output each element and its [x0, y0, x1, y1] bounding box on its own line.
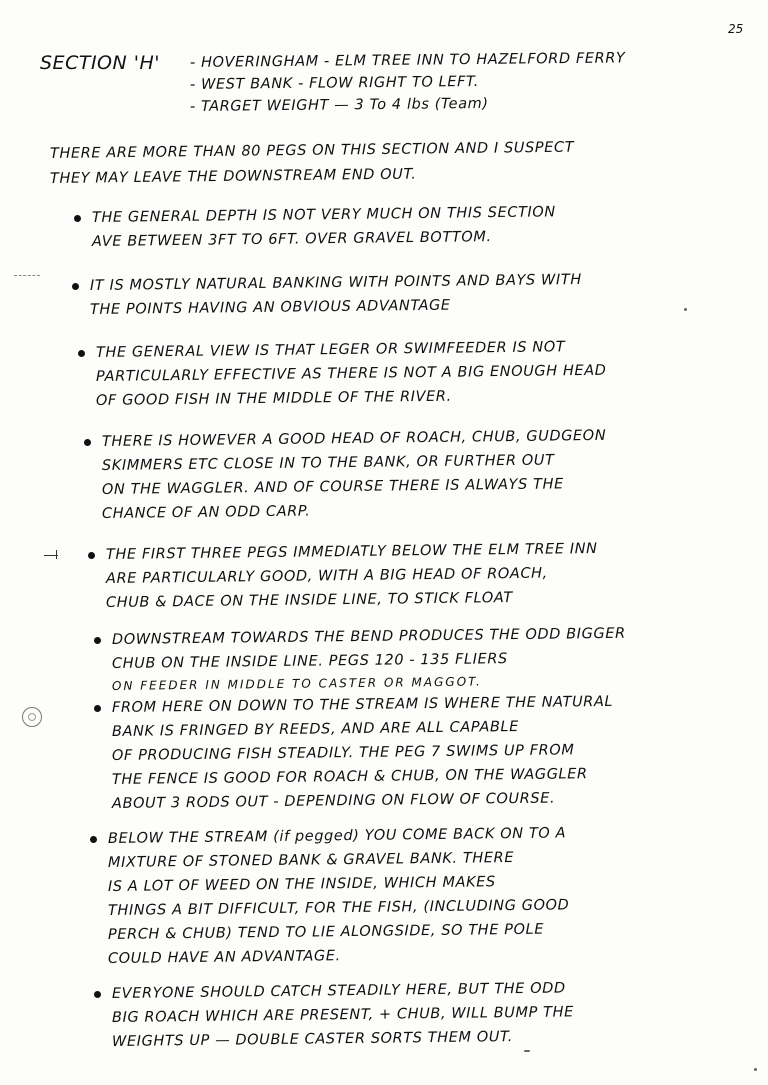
- bullet-dot-icon: [74, 215, 81, 222]
- note-line: SKIMMERS ETC CLOSE IN TO THE BANK, OR FURTHER OUT: [101, 452, 555, 474]
- note-line: FROM HERE ON DOWN TO THE STREAM IS WHERE THE NATURAL: [111, 693, 614, 716]
- header-line-bank: - WEST BANK - FLOW RIGHT TO LEFT.: [189, 73, 480, 93]
- note-line: THERE IS HOWEVER A GOOD HEAD OF ROACH, CHUB, GUDGEON: [101, 427, 607, 450]
- intro-line: THERE ARE MORE THAN 80 PEGS ON THIS SECTION AND I SUSPECT: [49, 139, 575, 162]
- note-line: WEIGHTS UP — DOUBLE CASTER SORTS THEM OUT.: [111, 1029, 514, 1050]
- note-line: THE GENERAL DEPTH IS NOT VERY MUCH ON THIS SECTION: [91, 204, 556, 226]
- scan-speck: [684, 308, 687, 311]
- note-downstream-bend: [111, 625, 768, 696]
- intro-paragraph: [49, 139, 750, 192]
- note-depth: [92, 206, 768, 254]
- section-details: [190, 52, 755, 118]
- intro-line: THEY MAY LEAVE THE DOWNSTREAM END OUT.: [49, 166, 417, 187]
- scan-edge-mark: [14, 275, 40, 277]
- note-line: CHANCE OF AN ODD CARP.: [101, 503, 311, 522]
- note-leger-view: [96, 341, 768, 413]
- bullet-dot-icon: [94, 705, 101, 712]
- note-line: THINGS A BIT DIFFICULT, FOR THE FISH, (INCLUDING GOOD: [107, 897, 570, 919]
- note-line: IT IS MOSTLY NATURAL BANKING WITH POINTS AND BAYS WITH: [89, 271, 582, 294]
- note-below-stream: [108, 827, 768, 971]
- note-line: EVERYONE SHOULD CATCH STEADILY HERE, BUT THE ODD: [111, 980, 566, 1002]
- note-line: BIG ROACH WHICH ARE PRESENT, + CHUB, WILL BUMP THE: [111, 1004, 574, 1026]
- note-line: BELOW THE STREAM (if pegged) YOU COME BACK ON TO A: [107, 825, 567, 847]
- note-line: PERCH & CHUB) TEND TO LIE ALONGSIDE, SO THE POLE: [107, 921, 545, 943]
- section-label: SECTION 'H': [40, 52, 160, 74]
- punch-hole-mark: [22, 707, 42, 727]
- bullet-dot-icon: [72, 283, 79, 290]
- note-reeds-stream: [111, 693, 768, 816]
- note-line: THE FENCE IS GOOD FOR ROACH & CHUB, ON THE WAGGLER: [111, 766, 588, 788]
- note-everyone-catch: [112, 982, 768, 1054]
- note-line: THE POINTS HAVING AN OBVIOUS ADVANTAGE: [89, 297, 451, 318]
- margin-tick-mark: [56, 550, 57, 559]
- scan-speck: [524, 1050, 530, 1052]
- note-line: AVE BETWEEN 3FT TO 6FT. OVER GRAVEL BOTTOM.: [91, 229, 492, 250]
- scan-speck: [754, 1068, 757, 1071]
- bullet-dot-icon: [90, 836, 97, 843]
- bullet-dot-icon: [94, 991, 101, 998]
- note-line: MIXTURE OF STONED BANK & GRAVEL BANK. THERE: [107, 850, 515, 871]
- note-line-small: ON FEEDER IN MIDDLE TO CASTER OR MAGGOT.: [111, 674, 482, 693]
- note-line: THE FIRST THREE PEGS IMMEDIATLY BELOW THE ELM TREE INN: [105, 540, 598, 563]
- note-line: BANK IS FRINGED BY REEDS, AND ARE ALL CAPABLE: [111, 719, 520, 740]
- note-line: CHUB & DACE ON THE INSIDE LINE, TO STICK FLOAT: [105, 590, 513, 611]
- note-line: ARE PARTICULARLY GOOD, WITH A BIG HEAD OF ROACH,: [105, 565, 548, 587]
- note-line: OF PRODUCING FISH STEADILY. THE PEG 7 SWIMS UP FROM: [111, 742, 575, 764]
- header-line-target-weight: - TARGET WEIGHT — 3 To 4 lbs (Team): [189, 95, 489, 115]
- bullet-dot-icon: [78, 350, 85, 357]
- note-line: CHUB ON THE INSIDE LINE. PEGS 120 - 135 FLIERS: [111, 651, 508, 672]
- note-line: PARTICULARLY EFFECTIVE AS THERE IS NOT A BIG ENOUGH HEAD: [95, 362, 607, 385]
- header-line-location: - HOVERINGHAM - ELM TREE INN TO HAZELFORD FERRY: [189, 50, 626, 71]
- note-line: THE GENERAL VIEW IS THAT LEGER OR SWIMFEEDER IS NOT: [95, 339, 566, 361]
- note-line: COULD HAVE AN ADVANTAGE.: [107, 948, 341, 967]
- page-number: 25: [728, 22, 744, 36]
- bullet-dot-icon: [94, 637, 101, 644]
- note-line: ON THE WAGGLER. AND OF COURSE THERE IS ALWAYS THE: [101, 476, 564, 498]
- note-line: DOWNSTREAM TOWARDS THE BEND PRODUCES THE ODD BIGGER: [111, 625, 626, 648]
- bullet-dot-icon: [84, 439, 91, 446]
- note-head-of-fish: [101, 427, 768, 526]
- note-banking: [89, 271, 768, 322]
- bullet-dot-icon: [88, 552, 95, 559]
- note-line: ABOUT 3 RODS OUT - DEPENDING ON FLOW OF COURSE.: [111, 790, 556, 812]
- note-line: IS A LOT OF WEED ON THE INSIDE, WHICH MAKES: [107, 874, 496, 895]
- note-line: OF GOOD FISH IN THE MIDDLE OF THE RIVER.: [95, 388, 452, 409]
- note-first-three-pegs: [105, 540, 768, 615]
